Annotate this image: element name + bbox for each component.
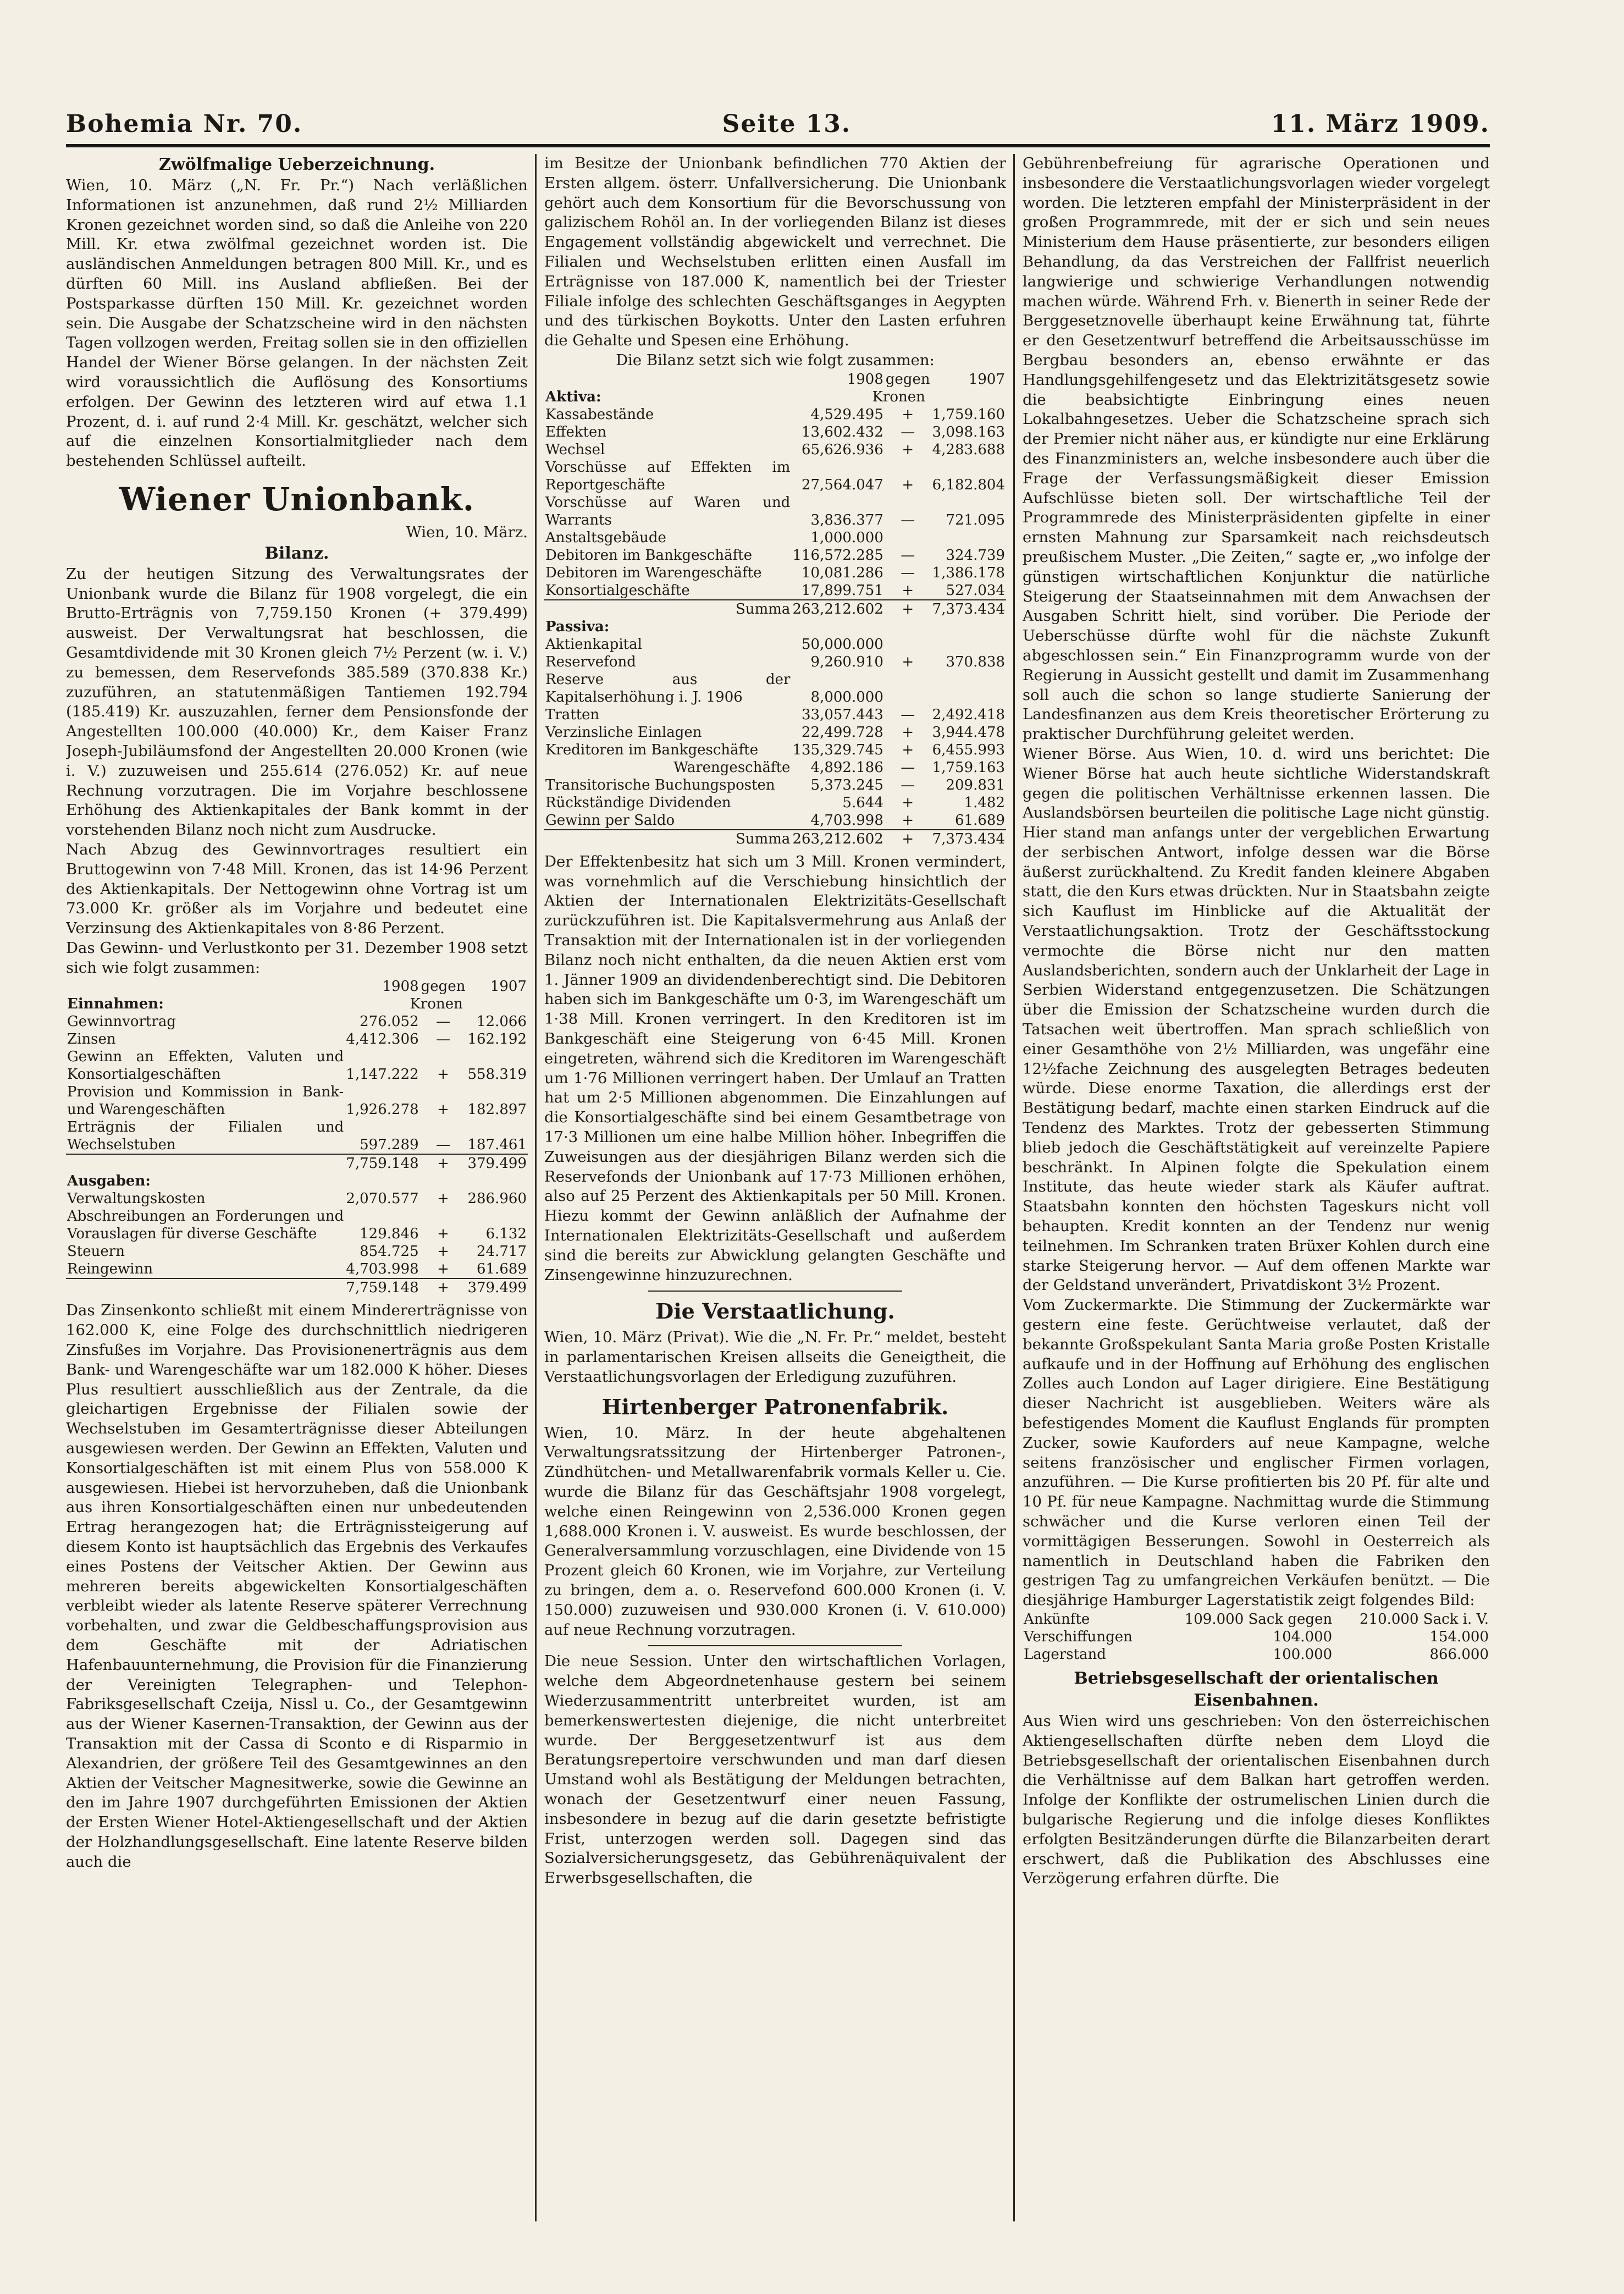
- table-row: Kassabestände 4,529.495 + 1,759.160: [545, 406, 1005, 423]
- article-paragraph: Wien, 10. März (Privat). Wie die „N. Fr. Pr.“ meldet, besteht in parlamentarischen Kreisen allseits die Geneigtheit, die Verstaatlichungsvorlagen der Erledigung zuzuführen.: [544, 1328, 1006, 1386]
- table-section-label: Aktiva:: [545, 388, 601, 405]
- unit-label: Kronen: [410, 996, 463, 1013]
- col-year: 1908: [382, 978, 419, 995]
- table-row: Reserve aus der Kapitalserhöhung i. J. 1906 8,000.000: [545, 671, 883, 705]
- gewinn-verlust-table: [66, 978, 528, 1297]
- table-row: Abschreibungen an Forderungen und Vorauslagen für diverse Geschäfte 129.846 + 6.132: [67, 1208, 527, 1243]
- table-row: Debitoren im Warengeschäfte 10,081.286 — 1,386.178: [545, 564, 1005, 581]
- column-divider: [1013, 154, 1015, 2221]
- table-row: Wechsel 65,626.936 + 4,283.688: [545, 441, 1005, 458]
- table-row: Effekten 13,602.432 — 3,098.163: [545, 423, 1005, 440]
- table-row: Provision und Kommission in Bank- und Warengeschäften 1,926.278 + 182.897: [67, 1084, 527, 1118]
- table-row: Steuern 854.725 + 24.717: [67, 1243, 527, 1260]
- table-row: Tratten 33,057.443 — 2,492.418: [545, 706, 1005, 723]
- col-gegen: gegen: [885, 371, 930, 388]
- article-paragraph: Zu der heutigen Sitzung des Verwaltungsrates der Unionbank wurde die Bilanz für 1908 vorgelegt, die ein Brutto-Erträgnis von 7,759.150 Kronen (+ 379.499) ausweist. Der Verwaltungsrat hat beschlossen, die Gesamtdividende mit 30 Kronen gleich 7½ Perzent (w. i. V.) zu bemessen, dem Reservefonds 385.589 (370.838 Kr.) zuzuführen, an statutenmäßigen Tantiemen 192.794 (185.419) Kr. auszuzahlen, ferner dem Pensionsfonde der Angestellten 100.000 (40.000) Kr., dem Kaiser Franz Joseph-Jubiläumsfond der Angestellten 20.000 Kronen (wie i. V.) zuzuweisen und 255.614 (276.052) Kr. auf neue Rechnung vorzutragen. Die im Vorjahre beschlossene Erhöhung des Aktienkapitales der Bank kommt in der vorstehenden Bilanz noch nicht zum Ausdrucke.: [66, 565, 528, 839]
- table-row: Konsortialgeschäfte 17,899.751 + 527.034: [545, 582, 1005, 599]
- column-divider: [535, 154, 537, 2221]
- table-row: Aktienkapital 50,000.000: [545, 636, 883, 653]
- header-date: 11. März 1909.: [1271, 109, 1490, 138]
- col-gegen: gegen: [421, 978, 466, 995]
- table-row: Zinsen 4,412.306 — 162.192: [67, 1031, 527, 1048]
- table-sum-row: Summa 263,212.602 + 7,373.434: [544, 830, 1006, 848]
- col-year-prev: 1907: [490, 978, 527, 995]
- table-section-label: Einnahmen:: [67, 996, 164, 1013]
- article-paragraph: Vom Zuckermarkte. Die Stimmung der Zuckermärkte war gestern eine feste. Gerüchtweise verlautet, daß der bekannte Großspekulant Santa Maria große Posten Kristalle aufkaufe und in der Hoffnung auf Erhöhung des englischen Zolles auch London auf Lager dirigiere. Eine Bestätigung dieser Nachricht ist ausgeblieben. Weiters wäre als befestigendes Moment die Kauflust Englands für prompten Zucker, sowie Kauforders auf neue Kampagne, welche seitens französischer und englischer Firmen vorlagen, anzuführen. — Die Kurse profitierten bis 20 Pf. für alte und 10 Pf. für neue Kampagne. Nachmittag wurde die Stimmung schwächer und die Kurse verloren einen Teil der vormittägigen Besserungen. Sowohl in Oesterreich als namentlich in Deutschland haben die Fabriken den gestrigen Tag zu umfangreichen Verkäufen benützt. — Die diesjährige Hamburger Lagerstatistik zeigt folgendes Bild:: [1023, 1296, 1490, 1609]
- article-paragraph: Das Zinsenkonto schließt mit einem Mindererträgnisse von 162.000 K, eine Folge des durchschnittlich niedrigeren Zinsfußes im Vorjahre. Das Provisionenerträgnis aus dem Bank- und Warengeschäfte war um 182.000 K höher. Dieses Plus resultiert ausschließlich aus der Zentrale, da die gleichartigen Ergebnisse der Filialen sowie der Wechselstuben im Gesamterträgnisse dieser Abteilungen ausgewiesen werden. Der Gewinn an Effekten, Valuten und Konsortialgeschäften ist mit einem Plus von 558.000 K ausgewiesen. Hiebei ist hervorzuheben, daß die Unionbank aus ihren Konsortialgeschäften einen nur unbedeutenden Ertrag herangezogen hat; die Erträgnissteigerung auf diesem Konto ist hauptsächlich das Ergebnis des Verkaufes eines Postens der Veitscher Aktien. Der Gewinn aus mehreren bereits abgewickelten Konsortialgeschäften verbleibt wieder als latente Reserve späterer Verrechnung vorbehalten, und zwar die Geldbeschaffungsprovision aus dem Geschäfte mit der Adriatischen Hafenbauunternehmung, die Provision für die Finanzierung der Vereinigten Telegraphen- und Telephon-Fabriksgesellschaft Czeija, Nissl u. Co., der Gesamtgewinn aus der Wiener Kasernen-Transaktion, der Gewinn aus der Transaktion mit der Cassa di Sconto e di Risparmio in Alexandrien, der größere Teil des Gesamtgewinnes an den Aktien der Veitscher Magnesitwerke, sowie die Gewinne an den im Jahre 1907 durchgeführten Emissionen der Aktien der Ersten Wiener Hotel-Aktiengesellschaft und der Aktien der Holzhandlungsgesellschaft. Eine latente Reserve bilden auch die: [66, 1302, 528, 1871]
- article-paragraph: Nach Abzug des Gewinnvortrages resultiert ein Bruttogewinn von 7·48 Mill. Kronen, das ist 14·96 Perzent des Aktienkapitals. Der Nettogewinn ohne Vortrag ist um 73.000 Kr. größer als im Vorjahre und bedeutet eine Verzinsung des Aktienkapitales von 8·86 Perzent.: [66, 840, 528, 938]
- table-row: Reservefond 9,260.910 + 370.838: [545, 653, 1005, 670]
- table-row: Verschiffungen 104.000 154.000: [1024, 1628, 1489, 1645]
- table-sum-row: 7,759.148 + 379.499: [66, 1278, 528, 1297]
- article-paragraph: Aus Wien wird uns geschrieben: Von den österreichischen Aktiengesellschaften dürfte neben dem Lloyd die Betriebsgesellschaft der orientalischen Eisenbahnen durch die Verhältnisse auf dem Balkan hart getroffen werden. Infolge der Konflikte der ostrumelischen Linien durch die bulgarische Regierung und die infolge dieses Konfliktes erfolgten Besitzänderungen dürfte die Bilanzarbeiten derart erschwert, daß die Publikation des Abschlusses eine Verzögerung erfahren dürfte. Die: [1023, 1712, 1490, 1888]
- table-row: Gewinn per Saldo 4,703.998 + 61.689: [545, 812, 1005, 829]
- col-year-prev: 1907: [968, 371, 1005, 388]
- article-paragraph: Die neue Session. Unter den wirtschaftlichen Vorlagen, welche dem Abgeordnetenhause gestern bei seinem Wiederzusammentritt unterbreitet wurden, ist am bemerkenswertesten diejenige, die nicht unterbreitet wurde. Der Berggesetzentwurf ist aus dem Beratungsrepertoire verschwunden und man darf diesen Umstand wohl als Bestätigung der Meldungen betrachten, wonach der Gesetzentwurf einer neuen Fassung, insbesondere in bezug auf die darin gesetzte befristigte Frist, unterzogen werden soll. Dagegen sind das Sozialversicherungsgesetz, das Gebührenäquivalent der Erwerbsgesellschaften, die: [544, 1652, 1006, 1887]
- table-row: Gewinn an Effekten, Valuten und Konsortialgeschäften 1,147.222 + 558.319: [67, 1049, 527, 1083]
- table-row: Debitoren im Bankgeschäfte 116,572.285 — 324.739: [545, 547, 1005, 564]
- column-1: [66, 154, 528, 2221]
- header-page-number: Seite 13.: [722, 109, 852, 138]
- column-2: [544, 154, 1006, 2221]
- table-row: Anstaltsgebäude 1,000.000: [545, 529, 883, 546]
- article-title-unionbank: Wiener Unionbank.: [119, 480, 475, 518]
- table-row: Lagerstand 100.000 866.000: [1024, 1646, 1489, 1663]
- col-year: 1908: [847, 371, 883, 388]
- table-row: Warengeschäfte 4,892.186 — 1,759.163: [673, 759, 1005, 776]
- article-paragraph: Das Gewinn- und Verlustkonto per 31. Dezember 1908 setzt sich wie folgt zusammen:: [66, 939, 528, 977]
- section-divider: [648, 1645, 902, 1646]
- table-row: Transitorische Buchungsposten 5,373.245 — 209.831: [545, 776, 1005, 793]
- table-row: Verzinsliche Einlagen 22,499.728 + 3,944.478: [545, 724, 1005, 741]
- article-heading: Zwölfmalige Ueberzeichnung.: [158, 155, 435, 174]
- article-paragraph: im Besitze der Unionbank befindlichen 770 Aktien der Ersten allgem. österr. Unfallversicherung. Die Unionbank gehört auch dem Konsortium für die Bevorschussung von galizischem Rohöl an. In der vorliegenden Bilanz ist dieses Engagement vollständig abgewickelt und verrechnet. Die Filialen und Wechselstuben erlitten einen Ausfall im Erträgnisse von 187.000 K, namentlich bei der Triester Filiale infolge des schlechten Geschäftsganges in Aegypten und des türkischen Boykotts. Unter den Lasten erfuhren die Gehalte und Spesen eine Erhöhung.: [544, 155, 1006, 350]
- article-paragraph: Der Effektenbesitz hat sich um 3 Mill. Kronen vermindert, was vornehmlich auf die Verschiebung hinsichtlich der Aktien der Internationalen Elektrizitäts-Gesellschaft zurückzuführen ist. Die Kapitalsvermehrung aus Anlaß der Transaktion mit der Internationalen ist in der vorliegenden Bilanz noch nicht enthalten, da die neuen Aktien erst vom 1. Jänner 1909 an dividendenberechtigt sind. Die Debitoren haben sich im Bankgeschäfte um 0·3, im Warengeschäft um 1·38 Mill. Kronen verringert. In den Kreditoren ist im Bankgeschäft eine Steigerung von 6·45 Mill. Kronen eingetreten, während sich die Kreditoren im Warengeschäft um 1·76 Millionen verringert haben. Der Umlauf an Tratten hat um 2·5 Millionen abgenommen. Die Einzahlungen auf die Konsortialgeschäfte sind bei einem Gesamtbetrage von 17·3 Millionen um eine halbe Million höher. Inbegriffen die Zuweisungen aus der diesjährigen Bilanz werden sich die Reservefonds der Unionbank auf 17·73 Millionen erhöhen, also auf 25 Perzent des Aktienkapitals per 50 Mill. Kronen. Hiezu kommt der Gewinn anläßlich der Aufnahme der Internationalen Elektrizitäts-Gesellschaft und außerdem sind die bereits zur Abwicklung gelangten Geschäfte und Zinsengewinne hinzuzurechnen.: [544, 852, 1006, 1284]
- subheading-bilanz: Bilanz.: [264, 543, 329, 563]
- article-heading: Die Verstaatlichung.: [655, 1299, 895, 1324]
- dateline: Wien, 10. März.: [406, 523, 528, 541]
- table-row: Vorschüsse auf Effekten im Reportgeschäfte 27,564.047 + 6,182.804: [545, 459, 1005, 493]
- table-section-label: Ausgaben:: [67, 1173, 151, 1190]
- bilanz-table: [544, 371, 1006, 848]
- article-paragraph: Wien, 10. März („N. Fr. Pr.“) Nach verläßlichen Informationen ist anzunehmen, daß rund 2½ Milliarden Kronen gezeichnet worden sind, so daß die Anleihe von 220 Mill. Kr. etwa zwölfmal gezeichnet worden ist. Die ausländischen Anmeldungen betragen 800 Mill. Kr., und es dürften 60 Mill. ins Ausland abfließen. Bei der Postsparkasse dürften 150 Mill. Kr. gezeichnet worden sein. Die Ausgabe der Schatzscheine wird in den nächsten Tagen vollzogen werden, Freitag sollen sie in den offiziellen Handel der Wiener Börse gelangen. In der nächsten Zeit wird voraussichtlich die Auflösung des Konsortiums erfolgen. Der Gewinn des letzteren wird auf etwa 1.1 Prozent, d. i. auf rund 2·4 Mill. Kr. geschätzt, welcher sich auf die einzelnen Konsortialmitglieder nach dem bestehenden Schlüssel aufteilt.: [66, 177, 528, 470]
- table-sum-row: 7,759.148 + 379.499: [66, 1154, 528, 1172]
- table-row: Kreditoren im Bankgeschäfte 135,329.745 + 6,455.993: [545, 741, 1005, 758]
- lagerstatistik-table: [1023, 1611, 1490, 1663]
- unit-label: Kronen: [872, 388, 925, 405]
- header-rule: [66, 144, 1490, 147]
- table-section-label: Passiva:: [545, 618, 610, 635]
- table-row: Ankünfte 109.000 Sack gegen 210.000 Sack i. V.: [1024, 1611, 1489, 1628]
- article-paragraph: Wien, 10. März. In der heute abgehaltenen Verwaltungsratssitzung der Hirtenberger Patronen-, Zündhütchen- und Metallwarenfabrik vormals Keller u. Cie. wurde die Bilanz für das Geschäftsjahr 1908 vorgelegt, welche einen Reingewinn von 2,536.000 Kronen gegen 1,688.000 Kronen i. V. ausweist. Es wurde beschlossen, der Generalversammlung vorzuschlagen, eine Dividende von 15 Prozent gleich 60 Kronen, wie im Vorjahre, zur Verteilung zu bringen, dem a. o. Reservefond 600.000 Kronen (i. V. 150.000) zuzuweisen und 930.000 Kronen (i. V. 610.000) auf neue Rechnung vorzutragen.: [544, 1424, 1006, 1639]
- article-paragraph: Die Bilanz setzt sich wie folgt zusammen:: [616, 351, 935, 369]
- table-row: Reingewinn 4,703.998 + 61.689: [67, 1261, 527, 1278]
- article-paragraph: Wiener Börse. Aus Wien, 10. d. wird uns berichtet: Die Wiener Börse hat auch heute sichtliche Widerstandskraft gegen die politischen Verhältnisse erkennen lassen. Die Auslandsbörsen beurteilen die politische Lage nicht günstig. Hier stand man anfangs unter der vergeblichen Erwartung der serbischen Antwort, infolge dessen war die Börse äußerst zurückhaltend. Zu Kredit fanden kleinere Abgaben statt, die den Kurs etwas drückten. Nur in Staatsbahn zeigte sich Kauflust im Hinblicke auf die Aktualität der Verstaatlichungsaktion. Trotz der Geschäftsstockung vermochte die Börse nicht nur den matten Auslandsberichten, sondern auch der Unklarheit der Lage in Serbien Widerstand entgegenzusetzen. Die Schätzungen über die Emission der Schatzscheine wurden durch die Tatsachen weit übertroffen. Man sprach schließlich von einer Gesamthöhe von 2½ Milliarden, was ungefähr eine 12½fache Zeichnung des ausgelegten Betrages bedeuten würde. Diese enorme Taxation, die allerdings erst der Bestätigung bedarf, machte einen starken Eindruck auf die Tendenz des Marktes. Trotz der gebesserten Stimmung blieb jedoch die Geschäftstätigkeit auf vereinzelte Papiere beschränkt. In Alpinen folgte die Spekulation einem Institute, das heute wieder stark als Käufer auftrat. Staatsbahn konnten den höchsten Tageskurs nicht voll behaupten. Kredit konnten an der Tendenz nur wenig teilnehmen. Im Schranken traten Brüxer Kohlen durch eine starke Steigerung hervor. — Auf dem offenen Markte war der Geldstand unverändert, Privatdiskont 3½ Prozent.: [1023, 745, 1490, 1294]
- page-header: [66, 104, 1490, 143]
- article-heading: Hirtenberger Patronenfabrik.: [601, 1394, 949, 1419]
- table-row: Rückständige Dividenden 5.644 + 1.482: [545, 794, 1005, 811]
- section-divider: [648, 1291, 902, 1292]
- header-newspaper-issue: Bohemia Nr. 70.: [66, 109, 303, 138]
- article-heading: Betriebsgesellschaft der orientalischen Eisenbahnen.: [1074, 1668, 1439, 1710]
- table-row: Verwaltungskosten 2,070.577 + 286.960: [67, 1190, 527, 1207]
- table-row: Erträgnis der Filialen und Wechselstuben 597.289 — 187.461: [67, 1119, 527, 1154]
- table-row: Vorschüsse auf Waren und Warrants 3,836.377 — 721.095: [545, 494, 1005, 528]
- table-row: Gewinnvortrag 276.052 — 12.066: [67, 1013, 527, 1030]
- table-sum-row: Summa 263,212.602 + 7,373.434: [544, 600, 1006, 618]
- column-3: [1023, 154, 1490, 2221]
- article-paragraph: Gebührenbefreiung für agrarische Operationen und insbesondere die Verstaatlichungsvorlagen wieder vorgelegt worden. Die letzteren empfahl der Ministerpräsident in der großen Programmrede, mit der er sich und sein neues Ministerium dem Hause präsentierte, zur besonders eiligen Behandlung, da das Verstreichen der Fallfrist neuerlich langwierige und schwierige Verhandlungen notwendig machen würde. Während Frh. v. Bienerth in seiner Rede der Berggesetznovelle überhaupt keine Erwähnung tat, führte er den Gesetzentwurf betreffend die Arbeitsausschüsse im Bergbau besonders an, ebenso erwähnte er das Handlungsgehilfengesetz und das Elektrizitätsgesetz sowie die beabsichtigte Einbringung eines neuen Lokalbahngesetzes. Ueber die Schatzscheine sprach sich der Premier nicht näher aus, er kündigte nur eine Erklärung des Finanzministers an, welche insbesondere auch über die Frage der Verfassungsmäßigkeit dieser Emission Aufschlüsse bieten soll. Der wirtschaftliche Teil der Programmrede des Ministerpräsidenten gipfelte in einer ernsten Mahnung zur Sparsamkeit nach reichsdeutsch preußischem Muster. „Die Zeiten,“ sagte er, „wo infolge der günstigen wirtschaftlichen Konjunktur die natürliche Steigerung der Staatseinnahmen mit dem Anwachsen der Ausgaben Schritt hielt, sind vorüber. Die Periode der Ueberschüsse dürfte wohl für die nächste Zukunft abgeschlossen sein.“ Ein Finanzprogramm wurde von der Regierung in Aussicht gestellt und damit im Zusammenhang soll auch die schon so lange studierte Sanierung der Landesfinanzen aus dem Kreis theoretischer Erörterung zu praktischer Durchführung geleitet werden.: [1023, 155, 1490, 743]
